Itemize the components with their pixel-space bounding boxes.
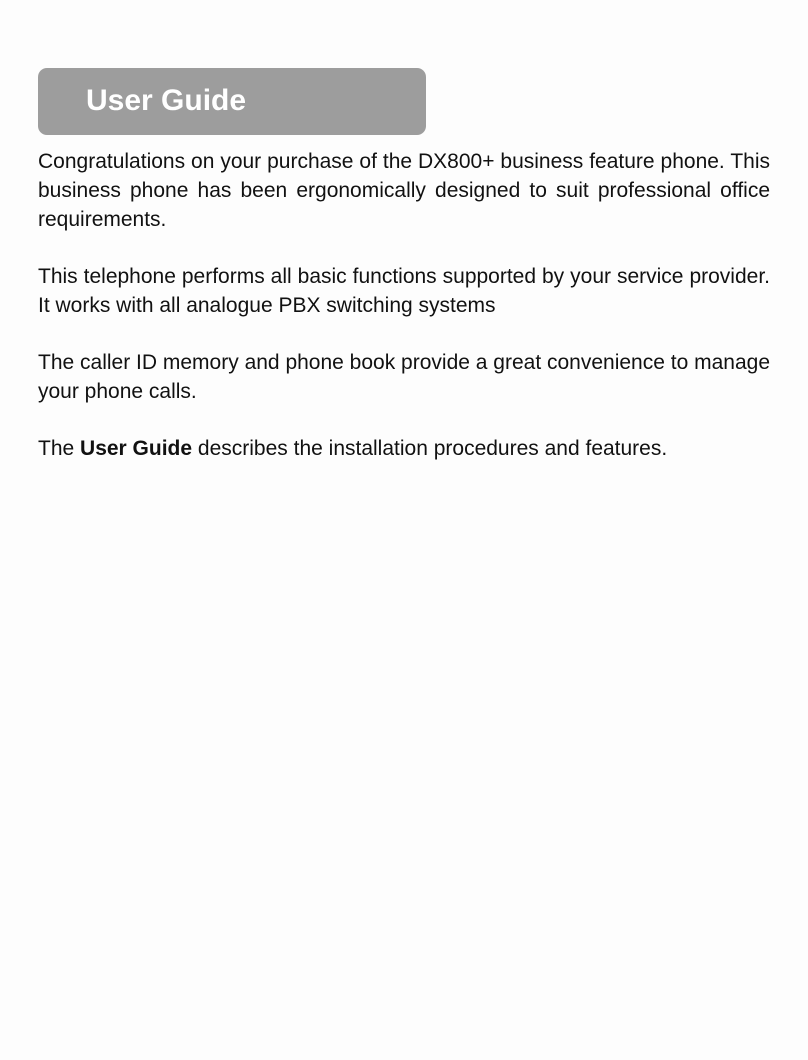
body-content xyxy=(38,147,770,491)
section-title: User Guide xyxy=(86,84,247,117)
caller-id-paragraph: The caller ID memory and phone book provide a great convenience to manage your phone calls. xyxy=(38,351,770,403)
user-guide-paragraph-prefix: The xyxy=(38,437,81,460)
section-header-banner xyxy=(38,68,426,135)
user-guide-paragraph-suffix: describes the installation procedures and features. xyxy=(192,437,668,460)
user-guide-emphasis: User Guide xyxy=(80,437,193,460)
intro-paragraph: Congratulations on your purchase of the DX800+ business feature phone. This business phone has been ergonomically designed to suit professional office requirements. xyxy=(38,150,770,231)
user-guide-paragraph xyxy=(38,434,770,463)
functions-paragraph: This telephone performs all basic functions supported by your service provider. It works with all analogue PBX switching systems xyxy=(38,265,770,317)
